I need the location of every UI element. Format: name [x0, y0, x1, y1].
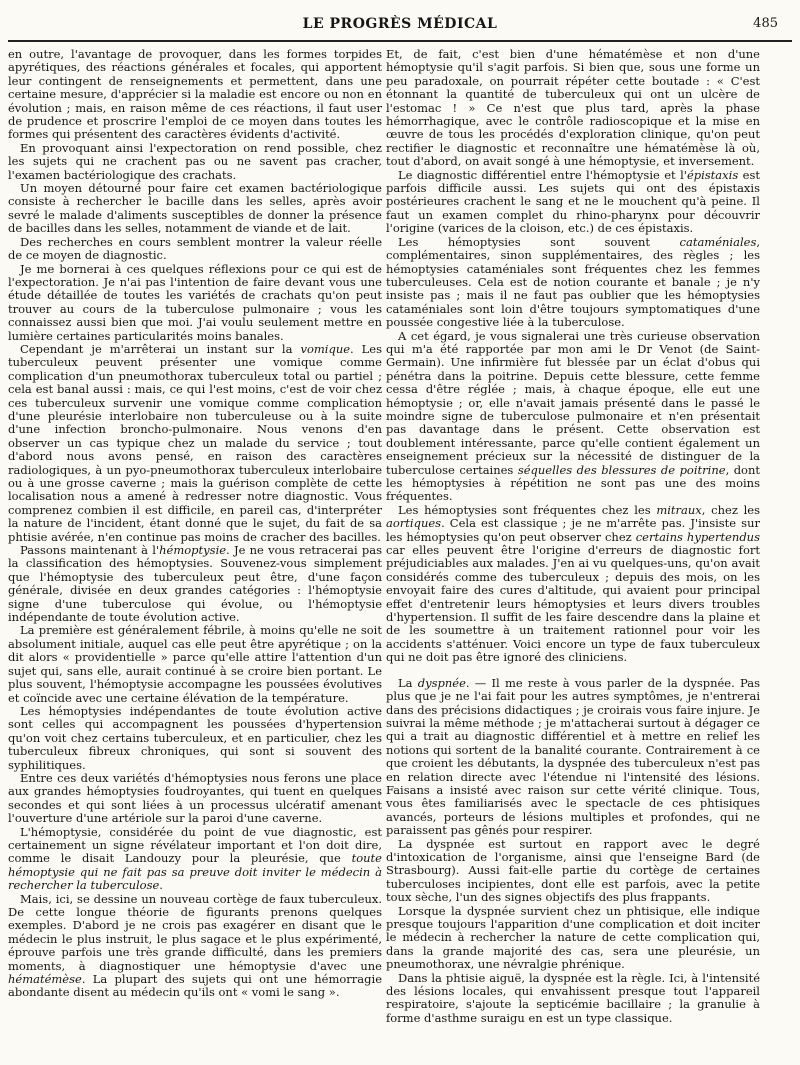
- text-run: Entre ces deux variétés d'hémoptysies nous ferons une place aux grandes hémoptysies foudroyantes, qui tuent en quelques secondes et qui sont liées à un processus ulcératif amenant l'ouverture d'une artériole sur la paroi d'une caverne.: [8, 770, 382, 826]
- paragraph: [8, 182, 382, 236]
- paragraph: [386, 504, 760, 665]
- text-run: Mais, ici, se dessine un nouveau cortège de faux tuberculeux. De cette longue théorie de figurants prenons quelques exemples. D'abord je ne crois pas exagérer en disant que le médecin le plus instruit, le plus sagace et le plus expérimenté, éprouve parfois une très grande difficulté, dans les premiers moments, à diagnostiquer une hémoptysie d'avec une: [8, 891, 382, 973]
- text-run: Et, de fait, c'est bien d'une hématémèse et non d'une hémoptysie qu'il s'agit parfois. Si bien que, sous une forme un peu paradoxale, on pourrait répéter cette boutade : « C'est étonnant la quantité de tuberculeux qui ont un ulcère de l'estomac ! » Ce n'est que plus tard, après la phase hémorrhagique, avec le contrôle radioscopique et la mise en œuvre de tous les procédés d'exploration clinique, qu'on peut rectifier le diagnostic et reconnaître une hématémèse là où, tout d'abord, on avait songé à une hémoptysie, et inversement.: [386, 47, 760, 169]
- paragraph: [8, 343, 382, 544]
- page-number: 485: [753, 16, 778, 31]
- text-run: Les hémoptysies sont souvent: [398, 234, 680, 249]
- text-run: Un moyen détourné pour faire cet examen bactériologique consiste à rechercher le bacille dans les selles, après avoir sevré le malade d'aliments susceptibles de donner la présence de bacilles dans les selles, notamment de viande et de lait.: [8, 181, 382, 236]
- text-run: L'hémoptysie, considérée du point de vue diagnostic, est certainement un signe révélateur important et l'on doit dire, comme le disait Landouzy pour la pleurésie, que: [8, 824, 382, 866]
- paragraph: [8, 263, 382, 343]
- text-run: . Les tuberculeux peuvent présenter une vomique comme complication d'un pneumothorax tuberculeux total ou partiel ; cela est banal aussi : mais, ce qui l'est moins, c'est de voir chez ces tuberculeux survenir une vomique comme complication d'une pleurésie interlobaire non tuberculeuse ou à la suite d'une infection broncho-pulmonaire. Nous venons d'en observer un cas typique chez un malade du service ; tout d'abord nous avons pensé, en raison des caractères radiologiques, à un pyo-pneumothorax tuberculeux interlobaire ou à une grosse caverne ; mais la guérison complète de cette localisation nous a amené à redresser notre diagnostic. Vous comprenez combien il est difficile, en pareil cas, d'interpréter la nature de l'incident, étant donné que le sujet, du fait de sa phtisie avérée, n'en continue pas moins de cracher des bacilles.: [8, 341, 383, 544]
- italic-run: mitraux: [656, 502, 702, 517]
- text-run: La: [398, 675, 418, 690]
- italic-run: vomique: [300, 341, 351, 356]
- paragraph: [8, 624, 382, 704]
- text-run: En provoquant ainsi l'expectoration on rend possible, chez les sujets qui ne crachent pas ou ne savent pas cracher, l'examen bactériologique des crachats.: [8, 140, 382, 182]
- paragraph: [8, 826, 382, 893]
- paragraph: [8, 772, 382, 826]
- text-run: Cependant je m'arrêterai un instant sur la: [20, 341, 301, 356]
- text-run: . — Il me reste à vous parler de la dyspnée. Pas plus que je ne l'ai fait pour les autres symptômes, je n'entrerai dans des précisions didactiques ; je croirais vous faire injure. Je suivrai la même méthode ; je m'attacherai surtout à dégager ce qui a trait au diagnostic différentiel et à mettre en relief les notions qui sortent de la banalité courante. Contrairement à ce que croient les débutants, la dyspnée des tuberculeux n'est pas en relation directe avec l'étendue ni l'intensité des lésions. Faisans a insisté avec raison sur cette vérité clinique. Tous, vous êtes familiarisés avec le spectacle de ces phtisiques avancés, porteurs de lésions multiples et profondes, qui ne paraissent pas gênés pour respirer.: [386, 675, 760, 838]
- text-run: La dyspnée est surtout en rapport avec le degré d'intoxication de l'organisme, ainsi que l'enseigne Bard (de Strasbourg). Aussi fait-elle partie du cortège de certaines tuberculoses incipientes, dont elle est parfois, avec la petite toux sèche, l'un des signes objectifs des plus frappants.: [386, 836, 760, 905]
- italic-run: cataméniales: [679, 234, 757, 249]
- text-run: La première est généralement fébrile, à moins qu'elle ne soit absolument initiale, auquel cas elle peut être apyrétique ; on la dit alors « providentielle » parce qu'elle attire l'attention d'un sujet qui, sans elle, aurait continué à se croire bien portant. Le plus souvent, l'hémoptysie accompagne les poussées évolutives et coïncide avec une certaine élévation de la température.: [8, 623, 382, 705]
- paragraph: [8, 544, 382, 624]
- left-column: [8, 48, 382, 1000]
- italic-run: aortiques: [386, 516, 442, 531]
- text-run: , chez les: [701, 502, 760, 517]
- paragraph: [386, 838, 760, 905]
- text-run: Lorsque la dyspnée survient chez un phtisique, elle indique presque toujours l'apparition d'une complication et doit inciter le médecin à rechercher la nature de cette complication qui, dans la grande majorité des cas, sera une pleurésie, un pneumothorax, une névralgie phrénique.: [386, 903, 760, 972]
- running-header: [0, 16, 800, 40]
- paragraph: [386, 905, 760, 972]
- paragraph: [386, 330, 760, 504]
- italic-run: épistaxis: [686, 167, 739, 182]
- text-run: est parfois difficile aussi. Les sujets qui ont des épistaxis postérieures crachent le sang et ne le mouchent qu'à peine. Il faut un examen complet du rhino-pharynx pour découvrir l'origine (varices de la cloison, etc.) de ces épistaxis.: [386, 167, 760, 236]
- italic-run: dyspnée: [417, 675, 466, 690]
- italic-run: toute hémoptysie qui ne fait pas sa preuve doit inviter le médecin à rechercher la tuberculose: [8, 851, 382, 893]
- text-run: en outre, l'avantage de provoquer, dans les formes torpides apyrétiques, des réactions générales et focales, qui apportent leur contingent de renseignements et permettent, dans une certaine mesure, d'apprécier si la maladie est encore ou non en évolution ; mais, en raison même de ces réactions, il faut user de prudence et proscrire l'emploi de ce moyen dans toutes les formes qui présentent des caractères évidents d'activité.: [8, 47, 382, 142]
- italic-run: hémoptysie: [159, 543, 227, 558]
- paragraph: [8, 236, 382, 263]
- paragraph: [8, 142, 382, 182]
- text-run: .: [159, 878, 163, 893]
- italic-run: certains hypertendus: [635, 529, 760, 544]
- text-run: . Je ne vous retracerai pas la classification des hémoptysies. Souvenez-vous simplement que l'hémoptysie des tuberculeux peut être, d'une façon générale, divisée en deux grandes catégories : l'hémoptysie signe d'une tuberculose qui évolue, ou l'hémoptysie indépendante de toute évolution active.: [8, 543, 382, 625]
- paragraph: [8, 705, 382, 772]
- journal-title: LE PROGRÈS MÉDICAL: [302, 16, 498, 32]
- text-run: , dont les hémoptysies à répétition ne sont pas une des moins fréquentes.: [386, 462, 761, 504]
- text-run: . La plupart des sujets qui ont une hémorragie abondante disent au médecin qu'ils ont « vomi le sang ».: [8, 972, 382, 1000]
- paragraph: [386, 236, 760, 330]
- text-run: . Cela est classique ; je ne m'arrête pas. J'insiste sur les hémoptysies qu'on peut observer chez: [386, 516, 760, 544]
- text-run: Les hémoptysies indépendantes de toute évolution active sont celles qui accompagnent les poussées d'hypertension qu'on voit chez certains tuberculeux, et en particulier, chez les tuberculeux fibreux chroniques, qui sont si souvent des syphilitiques.: [8, 703, 382, 772]
- text-run: Je me bornerai à ces quelques réflexions pour ce qui est de l'expectoration. Je n'ai pas l'intention de faire devant vous une étude détaillée de toutes les variétés de crachats qu'on peut trouver au cours de la tuberculose pulmonaire ; vous les connaissez aussi bien que moi. J'ai voulu seulement mettre en lumière certaines particularités moins banales.: [8, 261, 382, 343]
- text-run: A cet égard, je vous signalerai une très curieuse observation qui m'a été rapportée par mon ami le Dr Venot (de Saint-Germain). Une infirmière fut blessée par un éclat d'obus qui pénétra dans la poitrine. Depuis cette blessure, cette femme cessa d'être réglée ; mais, à chaque époque, elle eut une hémoptysie ; or, elle n'avait jamais présenté dans le passé le moindre signe de tuberculose pulmonaire et n'en présentait pas davantage dans le présent. Cette observation est doublement intéressante, parce qu'elle contient également un enseignement précieux sur la nécessité de distinguer de la tuberculose certaines: [386, 328, 760, 477]
- header-rule: [8, 40, 792, 42]
- paragraph: [386, 169, 760, 236]
- italic-run: séquelles des blessures de poitrine: [517, 462, 726, 477]
- text-run: Dans la phtisie aiguë, la dyspnée est la règle. Ici, à l'intensité des lésions locales, qui envahissent presque tout l'appareil respiratoire, s'ajoute la septicémie bacillaire ; la granulie à forme d'asthme suraigu en est un type classique.: [386, 970, 760, 1025]
- text-run: car elles peuvent être l'origine d'erreurs de diagnostic fort préjudiciables aux malades. J'en ai vu quelques-uns, qu'on avait considérés comme des tuberculeux ; depuis des mois, on les envoyait faire des cures d'altitude, qui avaient pour principal effet d'entretenir leurs hémoptysies et leurs divers troubles d'hypertension. Il suffit de les faire descendre dans la plaine et de les soumettre à un traitement rationnel pour voir les accidents s'atténuer. Voici encore un type de faux tuberculeux qui ne doit pas être ignoré des cliniciens.: [386, 543, 760, 665]
- paragraph: [386, 972, 760, 1026]
- paragraph: [8, 48, 382, 142]
- italic-run: hématémèse: [8, 972, 82, 987]
- text-run: Des recherches en cours semblent montrer la valeur réelle de ce moyen de diagnostic.: [8, 234, 382, 263]
- paragraph: [8, 893, 382, 1000]
- paragraph: [386, 48, 760, 169]
- text-run: Passons maintenant à l': [20, 543, 160, 558]
- text-run: , complémentaires, sinon supplémentaires, des règles ; les hémoptysies cataméniales sont fréquentes chez les femmes tuberculeuses. Cela est de notion courante et banale ; je n'y insiste pas ; mais il ne faut pas oublier que les hémoptysies cataméniales sont loin d'être toujours symptomatiques d'une poussée congestive liée à la tuberculose.: [386, 234, 760, 330]
- text-run: Le diagnostic différentiel entre l'hémoptysie et l': [398, 167, 687, 182]
- paragraph: [386, 677, 760, 838]
- text-run: Les hémoptysies sont fréquentes chez les: [398, 502, 657, 517]
- right-column: [386, 48, 760, 1025]
